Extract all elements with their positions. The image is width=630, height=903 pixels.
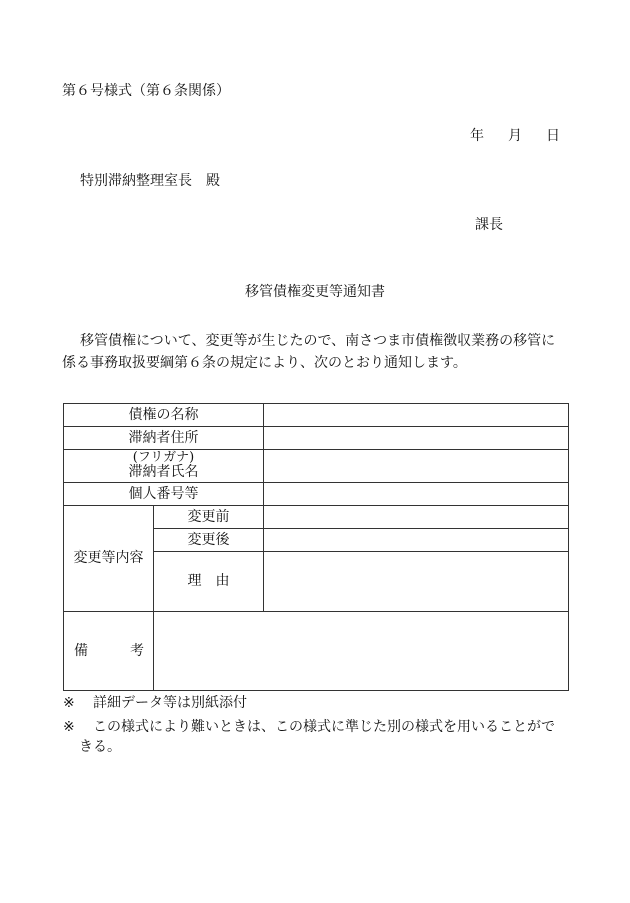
remarks-value [154,612,569,691]
note-1 [63,693,247,713]
table-row [64,427,569,450]
after-change-label: 変更後 [154,529,264,552]
note-2-text-line-1: この様式により難いときは、この様式に準じた別の様式を用いることがで [93,719,555,735]
sender: 課長 [475,217,503,233]
before-change-value [264,506,569,529]
form-number: 第６号様式（第６条関係） [62,83,230,99]
claim-name-label: 債権の名称 [64,404,264,427]
note-1-text: 詳細データ等は別紙添付 [93,695,247,711]
furigana-label: (フリガナ) [132,450,195,466]
body-text-line-1: 移管債権について、変更等が生じたので、南さつま市債権徴収業務の移管に [80,333,556,349]
body-text-line-2: 係る事務取扱要綱第６条の規定により、次のとおり通知します。 [62,355,467,371]
note-mark: ※ [63,719,75,735]
reason-value [264,552,569,612]
table-row [64,450,569,483]
remarks-label: 備 考 [64,612,154,691]
year-label: 年 [470,128,484,144]
note-2-text-line-2: きる。 [79,739,121,756]
addressee: 特別滞納整理室長 殿 [80,173,220,189]
note-mark: ※ [63,695,75,711]
delinquent-address-label: 滞納者住所 [64,427,264,450]
delinquent-name-value [264,450,569,483]
personal-number-value [264,483,569,506]
delinquent-name-label-cell [64,450,264,483]
before-change-label: 変更前 [154,506,264,529]
note-2 [63,717,578,758]
delinquent-name-label: 滞納者氏名 [128,464,199,481]
personal-number-label: 個人番号等 [64,483,264,506]
changes-label: 変更等内容 [64,506,154,612]
after-change-value [264,529,569,552]
table-row [64,506,569,529]
table-row [64,612,569,691]
reason-label: 理 由 [154,552,264,612]
month-label: 月 [508,128,522,144]
date-line [470,129,560,143]
table-row [64,404,569,427]
claim-name-value [264,404,569,427]
day-label: 日 [546,128,560,144]
document-title: 移管債権変更等通知書 [245,284,385,300]
notification-table [63,403,569,691]
table-row [64,483,569,506]
delinquent-address-value [264,427,569,450]
